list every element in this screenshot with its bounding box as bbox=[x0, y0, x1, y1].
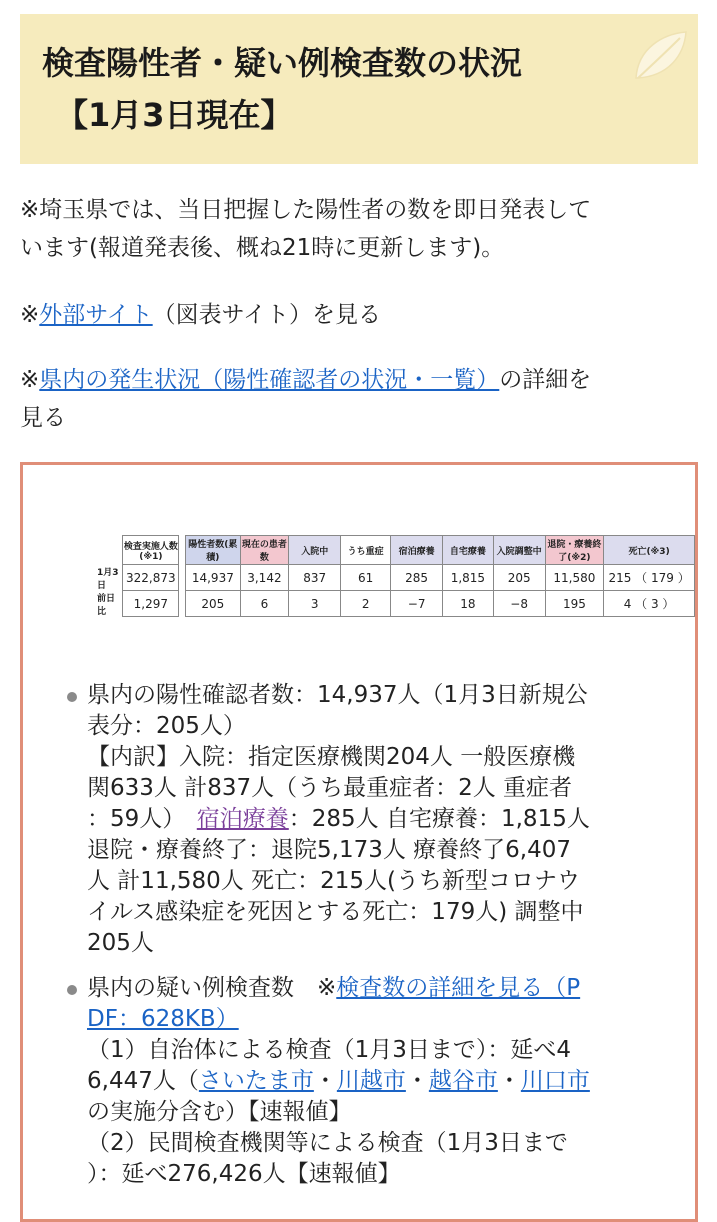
cell-adjusting: −8 bbox=[493, 591, 545, 617]
header-tests: 検査実施人数(※1) bbox=[123, 536, 179, 565]
positive-count-line: 県内の陽性確認者数：14,937人（1月3日新規公 bbox=[87, 682, 588, 708]
leaf-icon bbox=[628, 28, 690, 84]
cell-positives: 205 bbox=[186, 591, 241, 617]
header-adjusting: 入院調整中 bbox=[493, 536, 545, 565]
header-deaths: 死亡(※3) bbox=[604, 536, 695, 565]
detail-note bbox=[20, 361, 698, 437]
bullet-dot-icon bbox=[67, 692, 77, 702]
breakdown-line bbox=[87, 804, 701, 835]
publish-note-line1: ※埼玉県では、当日把握した陽性者の数を即日発表して bbox=[20, 197, 592, 223]
municipal-tests-line: の実施分含む）【速報値】 bbox=[87, 1099, 352, 1125]
breakdown-line: 関633人 計837人（うち最重症者：2人 重症者 bbox=[87, 775, 573, 801]
private-tests-line: ）：延べ276,426人【速報値】 bbox=[87, 1161, 401, 1187]
table-corner bbox=[97, 536, 123, 565]
cell-tests: 1,297 bbox=[123, 591, 179, 617]
page-date: 【1月3日現在】 bbox=[56, 96, 293, 134]
cell-deaths: 4 （ 3 ） bbox=[604, 591, 695, 617]
detail-status-link[interactable]: 県内の発生状況（陽性確認者の状況・一覧） bbox=[39, 367, 500, 393]
cell-adjusting: 205 bbox=[493, 565, 545, 591]
cell-hotel: 285 bbox=[391, 565, 443, 591]
cell-hospitalized: 3 bbox=[289, 591, 341, 617]
publish-note-line2: います(報道発表後、概ね21時に更新します)。 bbox=[20, 235, 505, 261]
row-label: 前日比 bbox=[97, 593, 116, 617]
external-site-suffix: （図表サイト）を見る bbox=[152, 302, 382, 328]
breakdown-line: イルス感染症を死因とする死亡：179人) 調整中 bbox=[87, 899, 584, 925]
cell-home: 18 bbox=[443, 591, 493, 617]
private-tests-line: （2）民間検査機関等による検査（1月3日まで bbox=[87, 1130, 568, 1156]
hotel-care-link[interactable]: 宿泊療養 bbox=[196, 806, 289, 832]
header-hospitalized: 入院中 bbox=[289, 536, 341, 565]
separator: ・ bbox=[313, 1068, 337, 1094]
detail-line2: 見る bbox=[20, 405, 66, 431]
publish-note bbox=[20, 191, 698, 267]
cell-hospitalized: 837 bbox=[289, 565, 341, 591]
municipal-tests-text: 6,447人（ bbox=[87, 1068, 199, 1094]
kawagoe-city-link[interactable]: 川越市 bbox=[336, 1068, 406, 1094]
note-marker: ※ bbox=[20, 302, 40, 328]
cell-positives: 14,937 bbox=[186, 565, 241, 591]
row-label: 1月3日 bbox=[97, 567, 119, 591]
tests-line bbox=[87, 1004, 701, 1035]
header-hotel: 宿泊療養 bbox=[391, 536, 443, 565]
header-positives: 陽性者数(累積) bbox=[186, 536, 241, 565]
note-marker: ※ bbox=[20, 367, 40, 393]
table-row bbox=[97, 591, 695, 617]
header-severe: うち重症 bbox=[341, 536, 391, 565]
list-item bbox=[23, 973, 701, 1190]
stats-table bbox=[97, 535, 695, 617]
cell-severe: 2 bbox=[341, 591, 391, 617]
cell-severe: 61 bbox=[341, 565, 391, 591]
koshigaya-city-link[interactable]: 越谷市 bbox=[428, 1068, 498, 1094]
tests-line bbox=[87, 973, 701, 1004]
detail-suffix: の詳細を bbox=[499, 367, 592, 393]
list-item bbox=[23, 680, 701, 959]
test-detail-pdf-link[interactable]: 検査数の詳細を見る（P bbox=[336, 975, 581, 1001]
header-home: 自宅療養 bbox=[443, 536, 493, 565]
table-row bbox=[97, 565, 695, 591]
saitama-city-link[interactable]: さいたま市 bbox=[198, 1068, 314, 1094]
cell-tests: 322,873 bbox=[123, 565, 179, 591]
separator: ・ bbox=[405, 1068, 429, 1094]
bullet-dot-icon bbox=[67, 985, 77, 995]
cell-recovered: 195 bbox=[545, 591, 603, 617]
breakdown-line: 205人 bbox=[87, 930, 154, 956]
municipal-tests-line: （1）自治体による検査（1月3日まで）：延べ4 bbox=[87, 1037, 572, 1063]
page-title: 検査陽性者・疑い例検査数の状況 bbox=[42, 44, 523, 82]
cell-current: 6 bbox=[240, 591, 289, 617]
breakdown-line: 【内訳】入院：指定医療機関204人 一般医療機 bbox=[87, 744, 576, 770]
breakdown-line: 退院・療養終了：退院5,173人 療養終了6,407 bbox=[87, 837, 571, 863]
kawaguchi-city-link[interactable]: 川口市 bbox=[520, 1068, 590, 1094]
external-site-note bbox=[20, 296, 698, 334]
breakdown-text: ：59人） bbox=[87, 806, 174, 832]
header-recovered: 退院・療養終了(※2) bbox=[545, 536, 603, 565]
breakdown-text: ：285人 自宅療養：1,815人 bbox=[288, 806, 590, 832]
status-panel bbox=[20, 462, 698, 1222]
separator: ・ bbox=[497, 1068, 521, 1094]
header-current: 現在の患者数 bbox=[240, 536, 289, 565]
title-banner bbox=[20, 14, 698, 164]
positive-count-line: 表分：205人） bbox=[87, 713, 246, 739]
cell-home: 1,815 bbox=[443, 565, 493, 591]
cell-hotel: −7 bbox=[391, 591, 443, 617]
cell-deaths: 215 （ 179 ） bbox=[604, 565, 695, 591]
breakdown-line: 人 計11,580人 死亡：215人(うち新型コロナウ bbox=[87, 868, 580, 894]
summary-list bbox=[23, 680, 701, 1190]
external-site-link[interactable]: 外部サイト bbox=[39, 302, 153, 328]
cell-recovered: 11,580 bbox=[545, 565, 603, 591]
municipal-tests-line bbox=[87, 1066, 701, 1097]
cell-current: 3,142 bbox=[240, 565, 289, 591]
tests-label: 県内の疑い例検査数 ※ bbox=[87, 975, 337, 1001]
test-detail-pdf-link[interactable]: DF：628KB） bbox=[87, 1006, 239, 1032]
